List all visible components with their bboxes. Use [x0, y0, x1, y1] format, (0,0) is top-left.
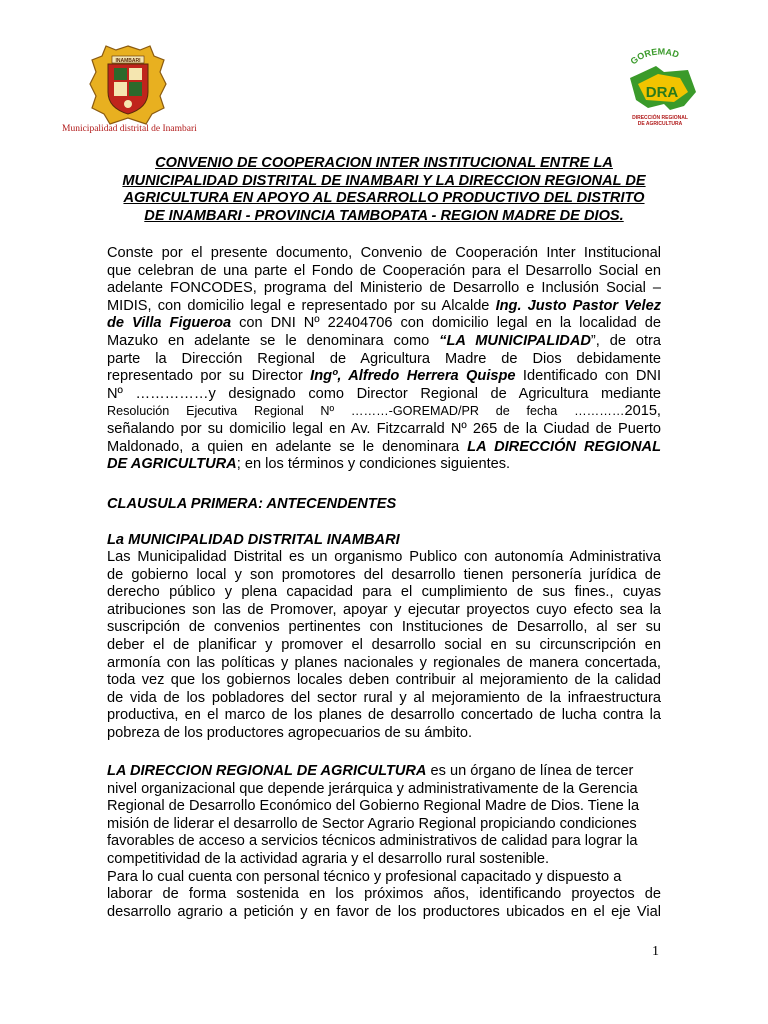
mayor-name: Ing. Justo Pastor Velez — [495, 297, 661, 314]
title-line-2: MUNICIPALIDAD DISTRITAL DE INAMBARI Y LA DIRECCION REGIONAL DE — [122, 172, 646, 189]
dra-text: DRA — [645, 84, 679, 101]
paragraph-line: pobreza de los productores agropecuarios de su ámbito. — [107, 724, 473, 741]
paragraph-line: Las Municipalidad Distrital es un organismo Publico con autonomía Administrativa — [107, 549, 661, 565]
intro-line: parte la Dirección Regional de Agricultura Madre de Dios debidamente — [107, 350, 661, 367]
crest-text: INAMBARI — [115, 57, 141, 64]
title-line-1: CONVENIO DE COOPERACION INTER INSTITUCIONAL ENTRE LA — [155, 155, 613, 171]
paragraph-line: derecho público y plena capacidad para el cumplimiento de sus fines., cuyas — [107, 584, 661, 601]
goremad-text: GOREMAD — [628, 46, 681, 67]
intro-paragraph — [107, 245, 661, 474]
intro-line: adelante FONCODES, programa del Ministerio de Desarrollo e Inclusión Social – — [107, 280, 661, 297]
intro-line: Maldonado, a quien en adelante se le denominara LA DIRECCIÓN REGIONAL — [107, 438, 661, 455]
intro-line: que celebran de una parte el Fondo de Cooperación para el Desarrollo Social en — [107, 262, 661, 279]
intro-line: señalando por su domicilio legal en Av. Fitzcarrald Nº 265 de la Ciudad de Puerto — [107, 420, 661, 437]
intro-line: de Villa Figueroa con DNI Nº 22404706 con domicilio legal en la localidad de — [107, 315, 661, 332]
municipality-crest-logo — [88, 44, 168, 126]
paragraph-line: laborar de forma sostenida en los próximos años, identificando proyectos de — [107, 886, 661, 903]
title-line-3: AGRICULTURA EN APOYO AL DESARROLLO PRODUCTIVO DEL DISTRITO — [123, 190, 645, 207]
paragraph-line: competitividad de la actividad agraria y el desarrollo rural sostenible. — [107, 850, 550, 867]
paragraph-line: suscripción de convenios pertinentes con Instituciones de Desarrollo, al ser su — [107, 619, 661, 636]
paragraph-line: desarrollo agrario a petición y en favor de los productores ubicados en el eje Vial — [107, 903, 661, 920]
svg-text:GOREMAD — [628, 46, 680, 66]
document-title — [106, 155, 662, 225]
intro-line: Mazuko en adelante se le denominara como “LA MUNICIPALIDAD”, de otra — [107, 332, 661, 349]
paragraph-line: de vida de los pobladores del sector rural y al mejoramiento de la infraestructura — [107, 689, 661, 706]
mayor-surname: de Villa Figueroa — [107, 315, 232, 332]
page-number: 1 — [652, 944, 659, 959]
intro-line: Conste por el presente documento, Convenio de Cooperación Inter Institucional — [107, 245, 661, 261]
paragraph-line: misión de liderar el desarrollo de Sector Agrario Regional propiciando condiciones — [107, 815, 637, 832]
paragraph-line: armonía con las políticas y planes nacionales y regionales de manera concertada, — [107, 654, 661, 671]
paragraph-line: deber el de planificar y promover el desarrollo social en su circunscripción en — [107, 636, 661, 653]
direccion-heading: LA DIRECCION REGIONAL DE AGRICULTURA — [107, 763, 427, 779]
direccion-term: LA DIRECCIÓN REGIONAL — [467, 438, 661, 455]
paragraph-line: favorables de acceso a servicios técnicos administrativos de calidad para lograr la — [107, 833, 638, 850]
intro-line: DE AGRICULTURA; en los términos y condiciones siguientes. — [107, 456, 511, 473]
intro-line: Nº ……………y designado como Director Regional de Agricultura mediante — [107, 385, 661, 402]
paragraph-line: atribuciones son las de Promover, apoyar y ejecutar proyectos cuyo efecto sea la — [107, 601, 661, 618]
municipality-label: Municipalidad distrital de Inambari — [62, 124, 197, 134]
dra-goremad-logo — [618, 44, 702, 130]
director-name: Ingº, Alfredo Herrera Quispe — [310, 368, 516, 385]
paragraph-line: toda vez que los gobiernos locales deben contribuir al mejoramiento de la calidad — [107, 672, 661, 689]
title-line-4: DE INAMBARI - PROVINCIA TAMBOPATA - REGION MADRE DE DIOS. — [144, 207, 624, 224]
intro-line: Resolución Ejecutiva Regional Nº ………-GOREMAD/PR de fecha …………2015, — [107, 403, 661, 420]
paragraph-line: Regional de Desarrollo Económico del Gobierno Regional Madre de Dios. Tiene la — [107, 798, 640, 815]
direccion-paragraph — [107, 763, 661, 921]
paragraph-line: productiva, en el marco de los planes de desarrollo concertado de lucha contra la — [107, 707, 661, 724]
paragraph-line: nivel organizacional que depende jerárquica y administrativamente de la Gerencia — [107, 780, 638, 797]
direccion-term-cont: DE AGRICULTURA — [107, 456, 237, 473]
municipalidad-heading: La MUNICIPALIDAD DISTRITAL INAMBARI — [107, 532, 400, 548]
intro-line: representado por su Director Ingº, Alfredo Herrera Quispe Identificado con DNI — [107, 368, 661, 385]
la-municipalidad-term: “LA MUNICIPALIDAD — [439, 332, 591, 349]
intro-line: MIDIS, con domicilio legal e representado por su Alcalde Ing. Justo Pastor Velez — [107, 297, 661, 314]
clausula-heading: CLAUSULA PRIMERA: ANTECENDENTES — [107, 496, 397, 512]
paragraph-line: de gobierno local y son promotores del desarrollo tienen personería jurídica de — [107, 566, 661, 583]
dra-caption-1: DIRECCIÓN REGIONAL — [632, 115, 688, 121]
paragraph-line: LA DIRECCION REGIONAL DE AGRICULTURA es un órgano de línea de tercer — [107, 763, 634, 779]
paragraph-line: Para lo cual cuenta con personal técnico y profesional capacitado y dispuesto a — [107, 868, 622, 885]
dra-caption-2: DE AGRICULTURA — [637, 121, 683, 127]
municipalidad-paragraph — [107, 549, 661, 743]
